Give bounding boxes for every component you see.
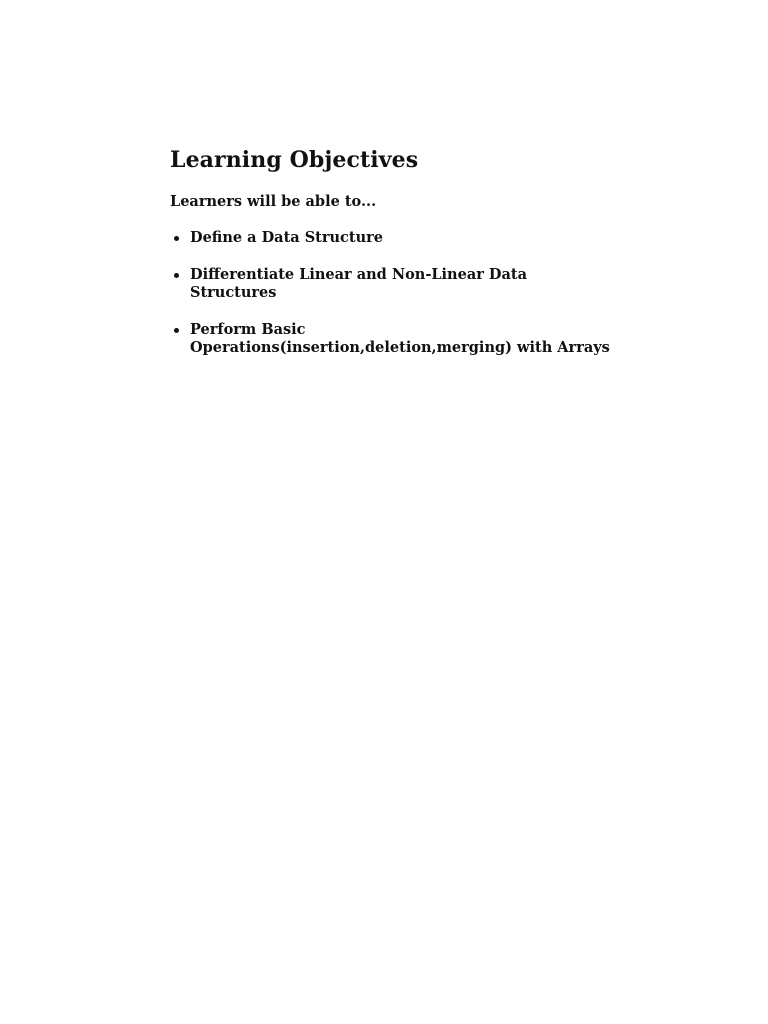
list-item [170,266,610,302]
page-title: Learning Objectives [170,147,419,173]
document-content [170,143,610,376]
list-item [170,321,610,357]
intro-text: Learners will be able to... [170,193,377,210]
bullet-icon [174,236,179,241]
objective-text: Perform Basic Operations(insertion,deletion,merging) with Arrays [190,321,610,356]
list-item [170,229,610,247]
bullet-icon [174,328,179,333]
objective-text: Differentiate Linear and Non-Linear Data Structures [190,266,527,301]
objectives-list [170,229,610,357]
bullet-icon [174,273,179,278]
objective-text: Define a Data Structure [190,229,383,246]
